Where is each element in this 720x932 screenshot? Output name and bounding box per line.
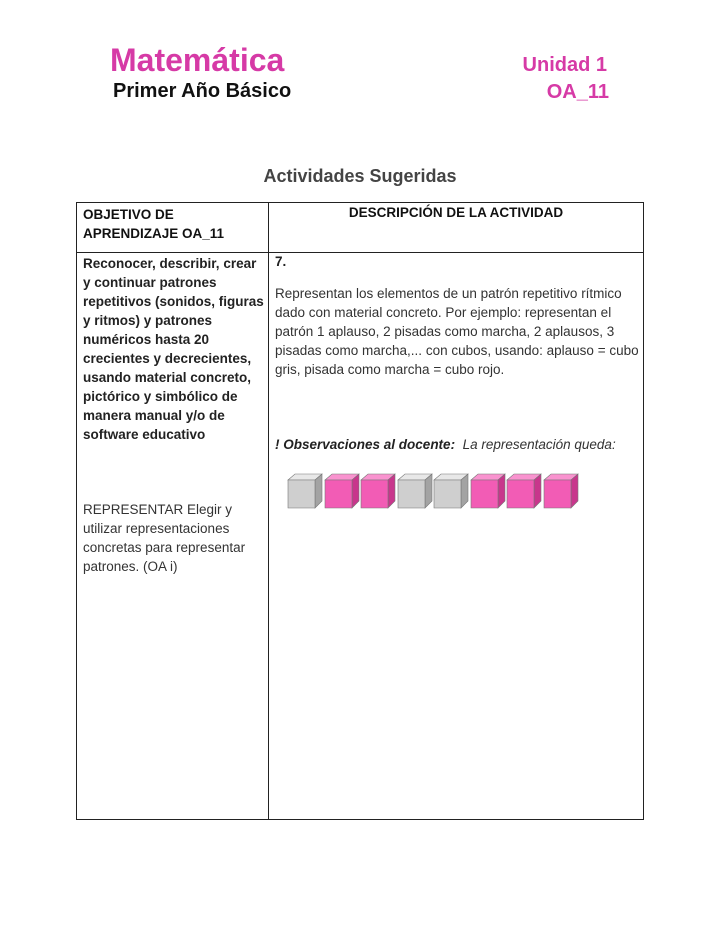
- row-divider: [77, 252, 643, 253]
- pink-cube-icon: [360, 473, 396, 509]
- grade-label: Primer Año Básico: [113, 80, 292, 102]
- activity-number: 7.: [275, 254, 287, 269]
- pink-cube-icon: [470, 473, 506, 509]
- oa-code: OA_11: [546, 81, 609, 103]
- gray-cube-icon: [433, 473, 469, 509]
- observations-text: La representación queda:: [462, 437, 616, 452]
- activity-table: [76, 202, 644, 820]
- description-column-header: DESCRIPCIÓN DE LA ACTIVIDAD: [348, 205, 564, 220]
- objective-column-header: OBJETIVO DE APRENDIZAJE OA_11: [83, 207, 225, 241]
- pink-cube-icon: [543, 473, 579, 509]
- cube-pattern: [287, 473, 579, 513]
- skill-representar: REPRESENTAR Elegir y utilizar representaciones concretas para representar patrones. (OA i): [83, 502, 246, 574]
- gray-cube-icon: [287, 473, 323, 509]
- activity-description: Representan los elementos de un patrón repetitivo rítmico dado con material concreto. Por ejemplo: representan el patrón 1 aplauso, 2 pisadas como marcha, 2 aplausos, 3 pisadas como marcha,... con cubos, usando: aplauso = cubo gris, pisada como marcha = cubo rojo.: [275, 286, 639, 377]
- unit-label: Unidad 1: [522, 54, 607, 76]
- subject-title: Matemática: [110, 42, 285, 78]
- observations-label: ! Observaciones al docente:: [275, 437, 456, 452]
- pink-cube-icon: [506, 473, 542, 509]
- column-divider: [268, 203, 269, 819]
- learning-objective: Reconocer, describir, crear y continuar patrones repetitivos (sonidos, figuras y ritmos) y patrones numéricos hasta 20 crecientes y decrecientes, usando material concreto, pictórico y simbólico de manera manual y/o de software educativo: [83, 256, 264, 442]
- pink-cube-icon: [324, 473, 360, 509]
- section-title: Actividades Sugeridas: [263, 166, 457, 186]
- gray-cube-icon: [397, 473, 433, 509]
- teacher-observations: [275, 437, 616, 452]
